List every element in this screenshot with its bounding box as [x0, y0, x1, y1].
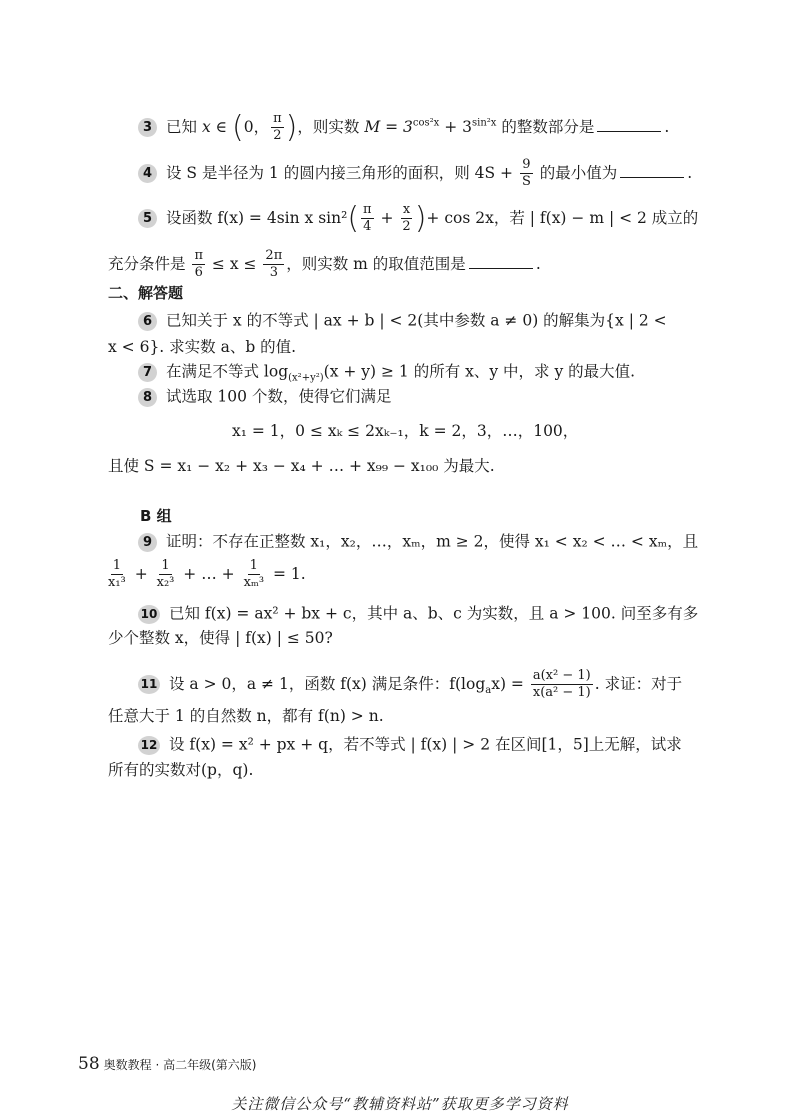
fraction: $\frac{\pi}{2}$: [273, 111, 282, 144]
problem-number: 6: [138, 312, 157, 331]
problem-number: 12: [138, 736, 160, 755]
problem-number: 3: [138, 118, 157, 137]
fraction: $\frac{\pi}{4}$: [363, 202, 372, 235]
answer-blank: [597, 131, 661, 132]
problem-6-line-1: 6 已知关于 x 的不等式 | ax + b | < 2(其中参数 a ≠ 0) 的解集为{x | 2 <: [138, 312, 667, 331]
fraction: $\frac{1}{\text{x₂³}}$: [156, 558, 175, 591]
problem-number: 4: [138, 164, 157, 183]
fraction: $\frac{9}{S}$: [521, 157, 531, 190]
problem-number: 9: [138, 533, 157, 552]
problem-6-line-2: x < 6}. 求实数 a、b 的值.: [108, 338, 297, 356]
answer-blank: [620, 177, 684, 178]
fraction: $\frac{x}{2}$: [402, 202, 411, 235]
problem-7: 7 在满足不等式 $\log_{(x^2+y^2)}(x + y) \ge 1$ 的所有 x、y 中，求 y 的最大值.: [138, 363, 635, 384]
problem-9-line-2: $\frac{1}{\text{x₁³}}$ + $\frac{1}{\text{x₂³}}$ + … + $\frac{1}{\text{xₘ³}}$ = 1.: [108, 558, 306, 591]
problem-number: 11: [138, 675, 160, 694]
problem-3: 3 已知 x ∈ (0， $\frac{\pi}{2}$ )，则实数 $M = 3^{cos^2x} + 3^{sin^2x}$ 的整数部分是 .: [138, 112, 669, 144]
problem-number: 8: [138, 388, 157, 407]
problem-number: 10: [138, 605, 160, 624]
problem-12-line-2: 所有的实数对(p，q).: [108, 761, 254, 779]
problem-8-line-1: 8 试选取 100 个数，使得它们满足: [138, 388, 391, 407]
problem-number: 5: [138, 209, 157, 228]
fraction: $\frac{\text{a(x² − 1)}}{\text{x(a² − 1)}}$: [532, 668, 591, 701]
book-title: 奥数教程 · 高二年级(第六版): [103, 1058, 257, 1072]
problem-8-line-3: 且使 S = x₁ − x₂ + x₃ − x₄ + … + x₉₉ − x₁₀₀ 为最大.: [108, 457, 495, 475]
problem-10-line-1: 10 已知 f(x) = ax² + bx + c，其中 a、b、c 为实数，且 a > 100. 问至多有多: [138, 605, 698, 624]
answer-blank: [469, 268, 533, 269]
problem-5-line-2: 充分条件是 $\frac{\pi}{6}$ ≤ x ≤ $\frac{2\pi}{3}$ ，则实数 m 的取值范围是 .: [108, 248, 541, 281]
group-heading: B 组: [140, 507, 172, 525]
problem-10-line-2: 少个整数 x，使得 | f(x) | ≤ 50?: [108, 629, 333, 647]
fraction: $\frac{1}{\text{xₘ³}}$: [243, 558, 265, 591]
section-heading: 二、解答题: [108, 284, 184, 302]
page-number: 58: [78, 1054, 100, 1074]
problem-4: 4 设 S 是半径为 1 的圆内接三角形的面积，则 4S + $\frac{9}{S}$ 的最小值为 .: [138, 158, 692, 190]
fraction: $\frac{\pi}{6}$: [194, 248, 203, 281]
fraction: $\frac{1}{\text{x₁³}}$: [108, 558, 126, 591]
problem-12-line-1: 12 设 f(x) = x² + px + q，若不等式 | f(x) | > 2 在区间[1，5]上无解，试求: [138, 736, 682, 755]
problem-11-line-1: 11 设 a > 0，a ≠ 1，函数 f(x) 满足条件：$f(\log_ax)$ = $\frac{\text{a(x² − 1)}}{\text{x(a² − 1)}}$ . 求证：对于: [138, 669, 682, 701]
problem-number: 7: [138, 363, 157, 382]
problem-9-line-1: 9 证明：不存在正整数 x₁，x₂，…，xₘ，m ≥ 2，使得 x₁ < x₂ < … < xₘ，且: [138, 533, 698, 552]
problem-5-line-1: 5 设函数 f(x) = 4sin x sin²( $\frac{\pi}{4}$ + $\frac{x}{2}$ )+ cos 2x，若 | f(x) − m | < 2 成立的: [138, 203, 698, 235]
page-footer: [78, 1054, 256, 1074]
problem-11-line-2: 任意大于 1 的自然数 n，都有 f(n) > n.: [108, 707, 384, 725]
fraction: $\frac{2\pi}{3}$: [265, 248, 283, 281]
problem-8-equation: x₁ = 1，0 ≤ xₖ ≤ 2xₖ₋₁，k = 2，3，…，100，: [232, 422, 579, 440]
watermark-text: 关注微信公众号“教辅资料站”获取更多学习资料: [231, 1095, 569, 1113]
